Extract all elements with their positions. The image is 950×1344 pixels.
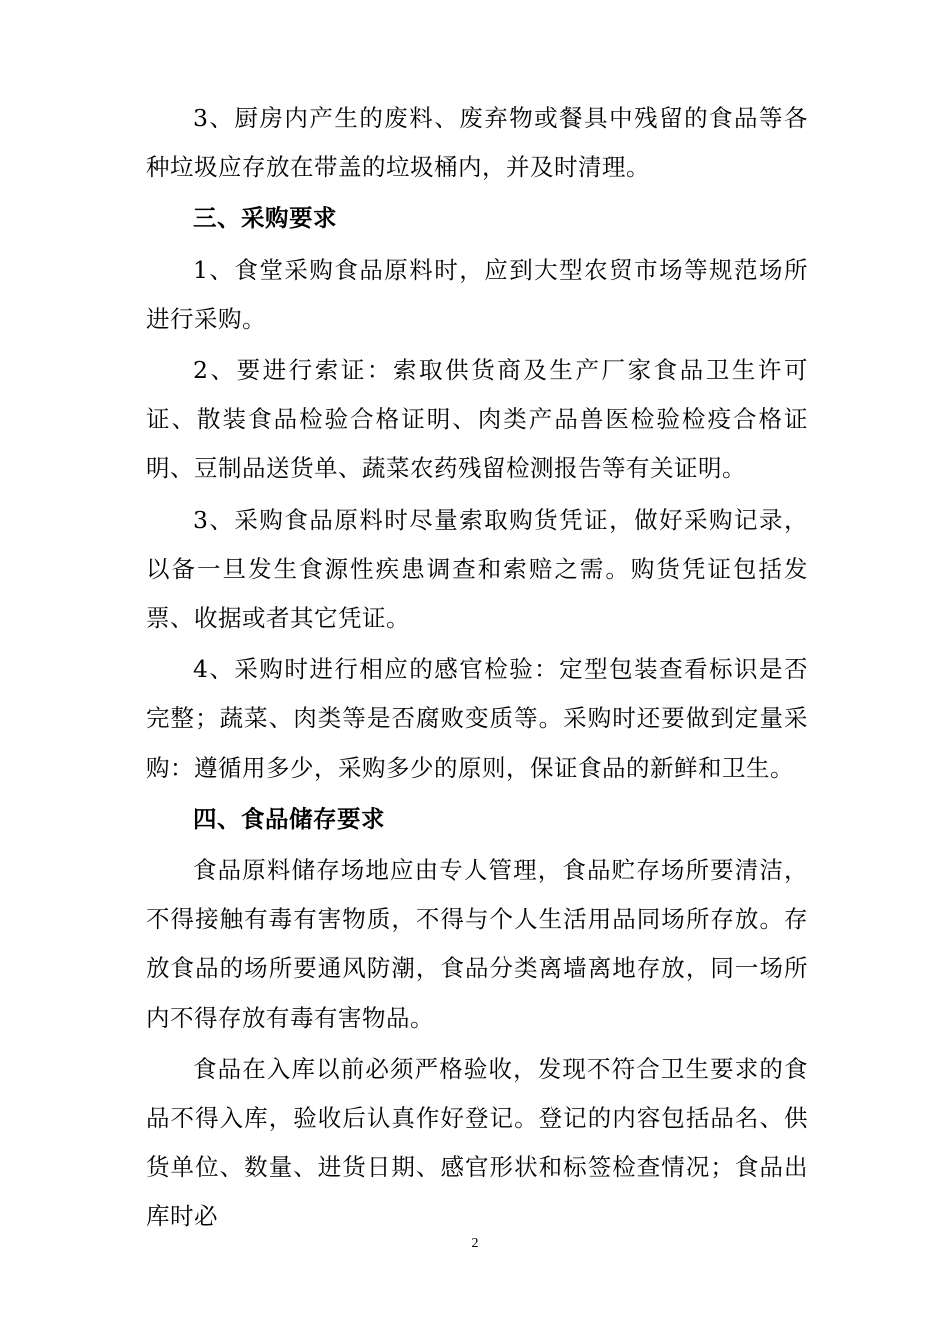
page-number: 2	[471, 1236, 479, 1251]
document-body	[146, 94, 808, 1244]
paragraph-certificates: 2、要进行索证：索取供货商及生产厂家食品卫生许可证、散装食品检验合格证明、肉类产品兽医检验检疫合格证明、豆制品送货单、蔬菜农药残留检测报告等有关证明。	[146, 356, 808, 483]
section-heading-storage: 四、食品储存要求	[193, 804, 385, 833]
paragraph-sensory-inspection: 4、采购时进行相应的感官检验：定型包装查看标识是否完整；蔬菜、肉类等是否腐败变质等。采购时还要做到定量采购：遵循用多少，采购多少的原则，保证食品的新鲜和卫生。	[146, 655, 808, 782]
section-heading-purchasing: 三、采购要求	[193, 204, 337, 233]
paragraph-storage-inspection: 食品在入库以前必须严格验收，发现不符合卫生要求的食品不得入库，验收后认真作好登记。登记的内容包括品名、供货单位、数量、进货日期、感官形状和标签检查情况；食品出库时必	[146, 1054, 808, 1231]
paragraph-kitchen-waste: 3、厨房内产生的废料、废弃物或餐具中残留的食品等各种垃圾应存放在带盖的垃圾桶内，并及时清理。	[146, 104, 808, 182]
paragraph-purchase-venue: 1、食堂采购食品原料时，应到大型农贸市场等规范场所进行采购。	[146, 255, 808, 333]
paragraph-purchase-receipts: 3、采购食品原料时尽量索取购货凭证，做好采购记录，以备一旦发生食源性疾患调查和索赔之需。购货凭证包括发票、收据或者其它凭证。	[146, 505, 808, 633]
paragraph-storage-site: 食品原料储存场地应由专人管理，食品贮存场所要清洁，不得接触有毒有害物质，不得与个人生活用品同场所存放。存放食品的场所要通风防潮，食品分类离墙离地存放，同一场所内不得存放有毒有害物品。	[146, 856, 808, 1032]
